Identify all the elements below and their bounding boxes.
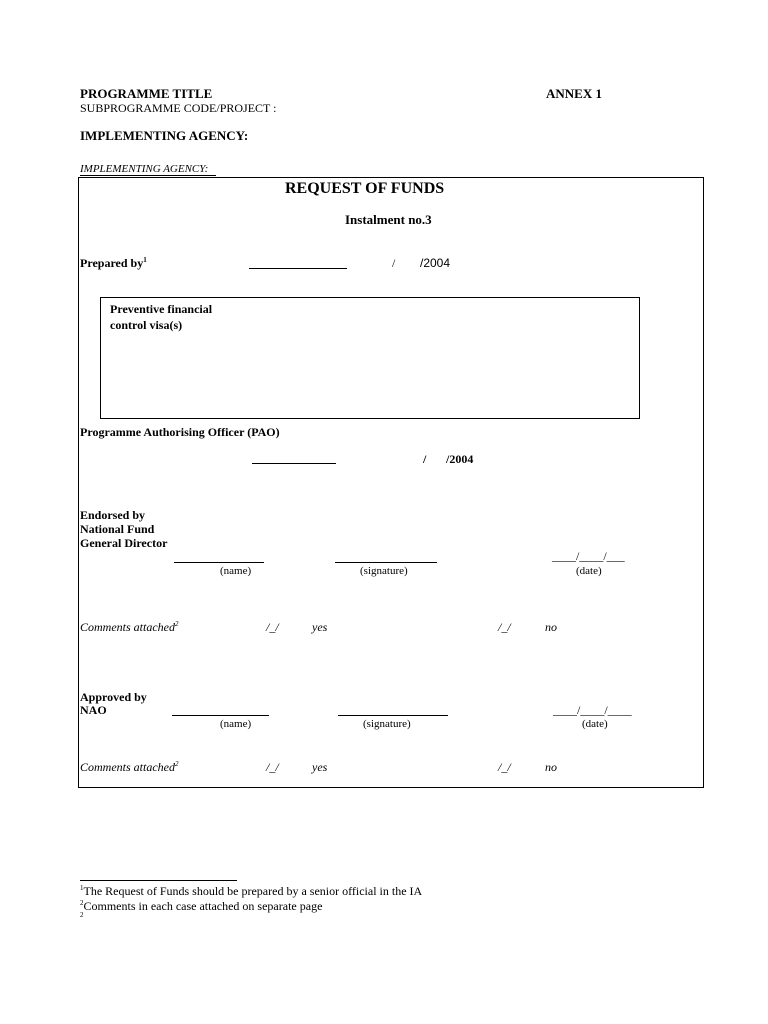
prepared-by-label: Prepared $by^1$ xyxy=(80,256,147,270)
approved-signature-blank[interactable] xyxy=(338,715,448,716)
pao-label: Programme Authorising Officer (PAO) xyxy=(80,425,280,439)
endorsed-line3: General Director xyxy=(80,536,168,550)
endorsed-yes-label: yes xyxy=(312,620,328,634)
footnote-ref-2: 2 xyxy=(175,620,179,628)
prepared-by-name-blank[interactable] xyxy=(249,268,347,269)
visa-label-line1: Preventive financial xyxy=(110,302,213,316)
endorsed-signature-blank[interactable] xyxy=(335,562,437,563)
endorsed-signature-caption: (signature) xyxy=(360,565,408,577)
pao-year: /2004 xyxy=(446,452,474,466)
footnote-ref-2b: 2 xyxy=(175,760,179,768)
pao-date-slash: / xyxy=(423,452,427,466)
request-form-box xyxy=(78,177,704,788)
endorsed-line1: Endorsed by xyxy=(80,508,146,522)
approved-comments-label: Comments attached$^2$ xyxy=(80,760,179,774)
agency-underline xyxy=(80,175,216,176)
endorsed-line2: National Fund xyxy=(80,522,155,536)
footnote-separator xyxy=(80,880,237,881)
approved-name-blank[interactable] xyxy=(172,715,269,716)
prepared-by-year: /2004 xyxy=(420,256,451,270)
pao-name-blank[interactable] xyxy=(252,463,336,464)
endorsed-yes-checkbox[interactable]: /_/ xyxy=(266,620,279,634)
prepared-by-date-slash: / xyxy=(392,256,396,270)
footnote-ref-1: 1 xyxy=(143,256,147,264)
approved-name-caption: (name) xyxy=(220,718,252,730)
endorsed-name-caption: (name) xyxy=(220,565,252,577)
form-title: REQUEST OF FUNDS xyxy=(285,180,445,197)
instalment-number: Instalment no.3 xyxy=(345,212,432,227)
annex-label: ANNEX 1 xyxy=(546,86,602,101)
endorsed-name-blank[interactable] xyxy=(174,562,264,563)
subprogramme-code: SUBPROGRAMME CODE/PROJECT : xyxy=(80,101,277,115)
programme-title: PROGRAMME TITLE xyxy=(80,86,213,101)
implementing-agency-italic: IMPLEMENTING AGENCY: xyxy=(80,163,209,175)
endorsed-no-checkbox[interactable]: /_/ xyxy=(498,620,511,634)
visa-label-line2: control visa(s) xyxy=(110,318,183,332)
approved-no-label: no xyxy=(545,760,557,774)
endorsed-date-blank[interactable]: ____/____/___ xyxy=(552,549,625,563)
approved-line1: Approved by xyxy=(80,690,147,704)
implementing-agency-heading: IMPLEMENTING AGENCY: xyxy=(80,128,249,143)
approved-signature-caption: (signature) xyxy=(363,718,411,730)
endorsed-date-caption: (date) xyxy=(576,565,602,577)
endorsed-no-label: no xyxy=(545,620,557,634)
approved-line2: NAO xyxy=(80,703,107,717)
endorsed-comments-label: Comments attached$^2$ xyxy=(80,620,179,634)
approved-no-checkbox[interactable]: /_/ xyxy=(498,760,511,774)
approved-yes-checkbox[interactable]: /_/ xyxy=(266,760,279,774)
approved-date-caption: (date) xyxy=(582,718,608,730)
approved-yes-label: yes xyxy=(312,760,328,774)
footnote-2: $^2$Comments in each case attached on separate page xyxy=(80,899,323,913)
footnote-3-ref: 2 xyxy=(80,911,84,919)
approved-date-blank[interactable]: ____/____/____ xyxy=(553,703,632,717)
footnote-1: $^1$The Request of Funds should be prepared by a senior official in the IA xyxy=(80,884,423,898)
